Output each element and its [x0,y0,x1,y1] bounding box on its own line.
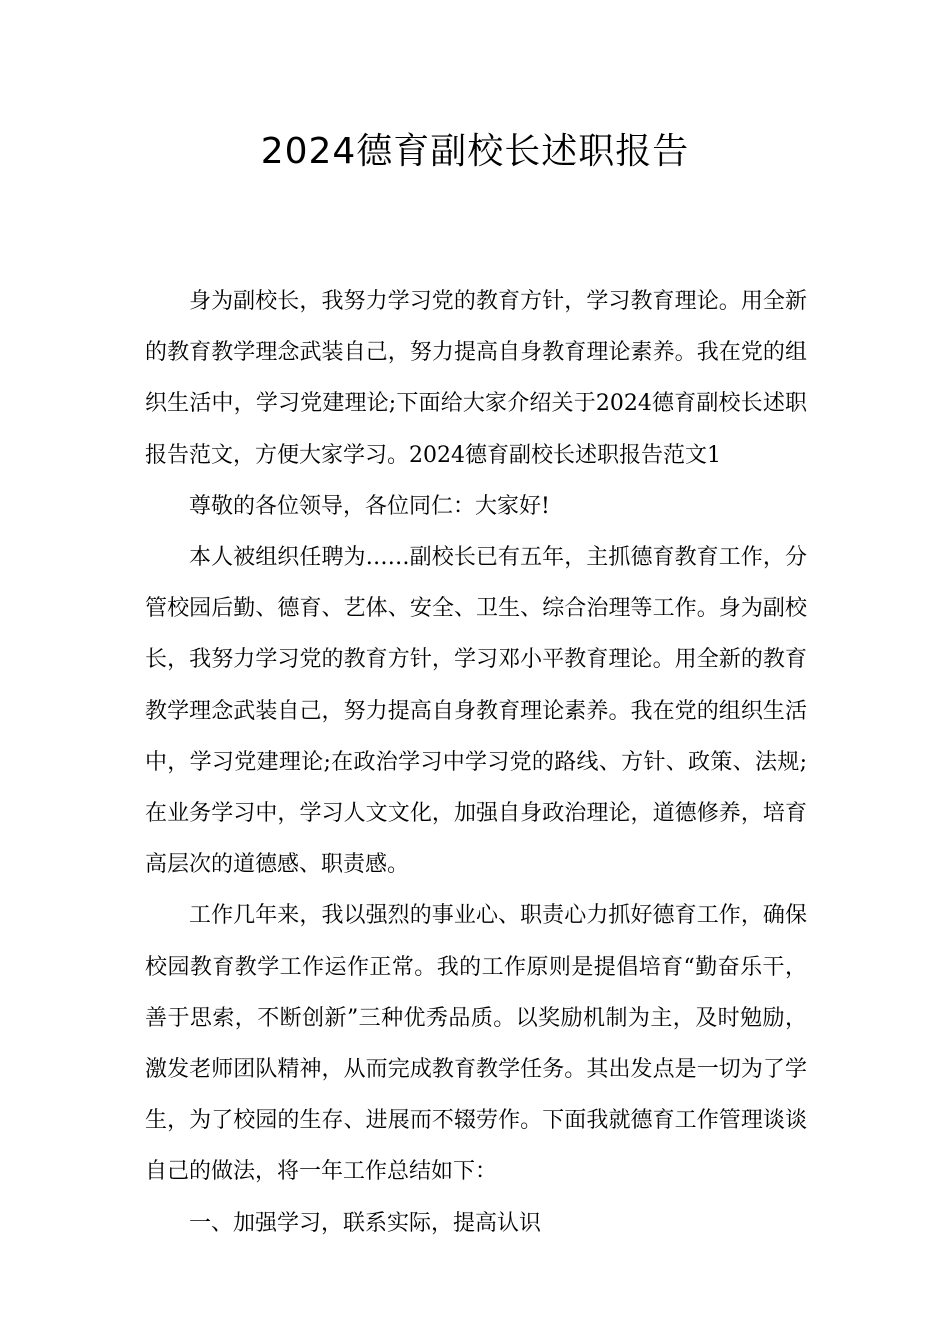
paragraph-work-principles: 工作几年来，我以强烈的事业心、职责心力抓好德育工作，确保校园教育教学工作运作正常。我的工作原则是提倡培育“勤奋乐干，善于思索，不断创新”三种优秀品质。以奖励机制为主，及时勉励，激发老师团队精神，从而完成教育教学任务。其出发点是一切为了学生，为了校园的生存、进展而不辍劳作。下面我就德育工作管理谈谈自己的做法，将一年工作总结如下： [145,903,807,1185]
paragraph-greeting: 尊敬的各位领导，各位同仁：大家好! [189,493,550,519]
paragraph-intro: 身为副校长，我努力学习党的教育方针，学习教育理论。用全新的教育教学理念武装自己，努力提高自身教育理论素养。我在党的组织生活中，学习党建理论;下面给大家介绍关于2024德育副校长述职报告范文，方便大家学习。2024德育副校长述职报告范文1 [145,289,807,468]
document-body [145,276,807,1249]
document-title: 2024德育副校长述职报告 [260,131,690,172]
paragraph-self-introduction: 本人被组织任聘为……副校长已有五年，主抓德育教育工作，分管校园后勤、德育、艺体、安全、卫生、综合治理等工作。身为副校长，我努力学习党的教育方针，学习邓小平教育理论。用全新的教育教学理念武装自己，努力提高自身教育理论素养。我在党的组织生活中，学习党建理论;在政治学习中学习党的路线、方针、政策、法规;在业务学习中，学习人文文化，加强自身政治理论，道德修养，培育高层次的道德感、职责感。 [145,545,807,878]
section-heading-1: 一、加强学习，联系实际，提高认识 [189,1210,542,1236]
